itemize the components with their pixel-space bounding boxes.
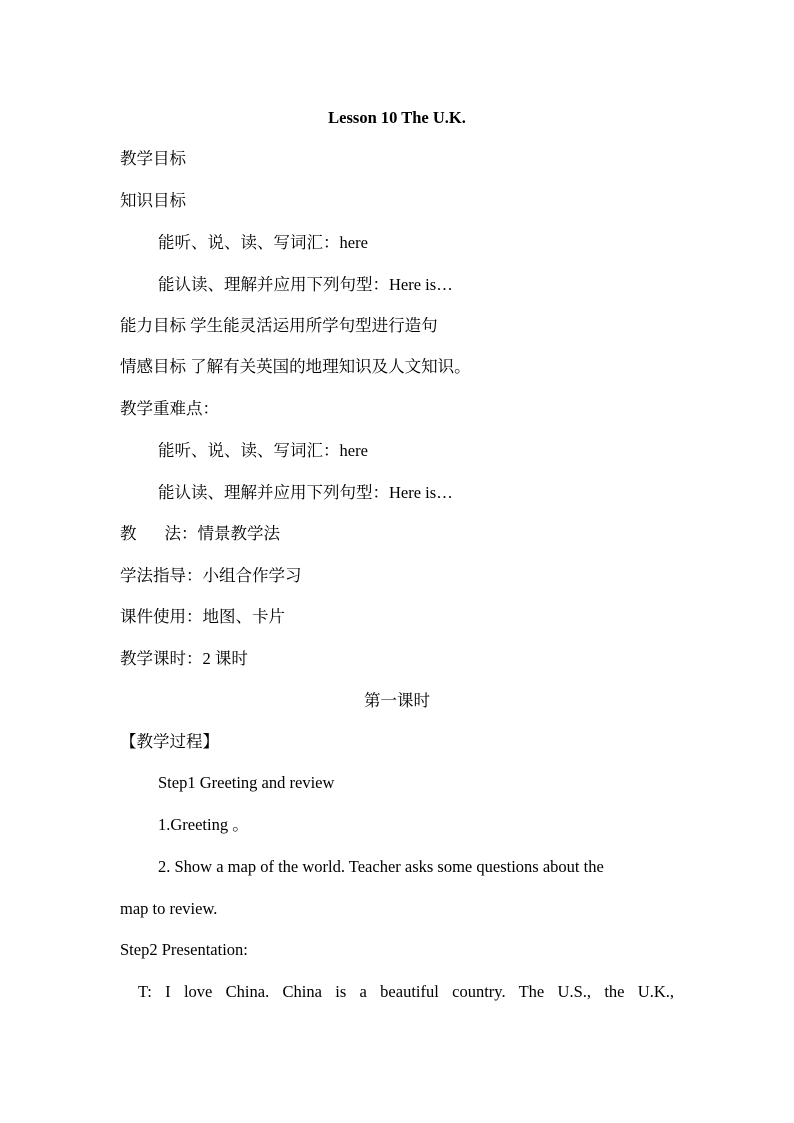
goal-vocabulary: 能听、说、读、写词汇：here: [158, 233, 368, 252]
lesson-heading: 第一课时: [364, 691, 430, 710]
page-title: Lesson 10 The U.K.: [328, 108, 466, 127]
courseware-usage: 课件使用：地图、卡片: [120, 607, 285, 626]
teaching-method-rest: 法：情景教学法: [164, 524, 280, 543]
step1-heading: Step1 Greeting and review: [158, 773, 335, 792]
section-knowledge-goals: 知识目标: [120, 191, 186, 210]
step1-item2: 2. Show a map of the world. Teacher asks some questions about the: [158, 857, 604, 876]
section-teaching-goals: 教学目标: [120, 149, 186, 168]
key-point-sentence-pattern: 能认读、理解并应用下列句型：Here is…: [158, 483, 453, 502]
key-point-vocabulary: 能听、说、读、写词汇：here: [158, 441, 368, 460]
step1-item2-continued: map to review.: [120, 899, 218, 918]
goal-sentence-pattern: 能认读、理解并应用下列句型：Here is…: [158, 275, 453, 294]
teaching-method: [120, 523, 674, 545]
step1-item1: 1.Greeting 。: [158, 815, 249, 834]
step2-dialogue: T: I love China. China is a beautiful country. The U.S., the U.K.,: [138, 982, 674, 1001]
ability-goal: 能力目标 学生能灵活运用所学句型进行造句: [120, 316, 438, 335]
teaching-method-char: 教: [120, 524, 137, 543]
step2-heading: Step2 Presentation:: [120, 940, 248, 959]
section-key-points: 教学重难点：: [120, 399, 219, 418]
section-process: 【教学过程】: [120, 732, 219, 751]
class-hours: 教学课时：2 课时: [120, 649, 248, 668]
emotion-goal: 情感目标 了解有关英国的地理知识及人文知识。: [120, 357, 471, 376]
study-guidance: 学法指导：小组合作学习: [120, 566, 302, 585]
